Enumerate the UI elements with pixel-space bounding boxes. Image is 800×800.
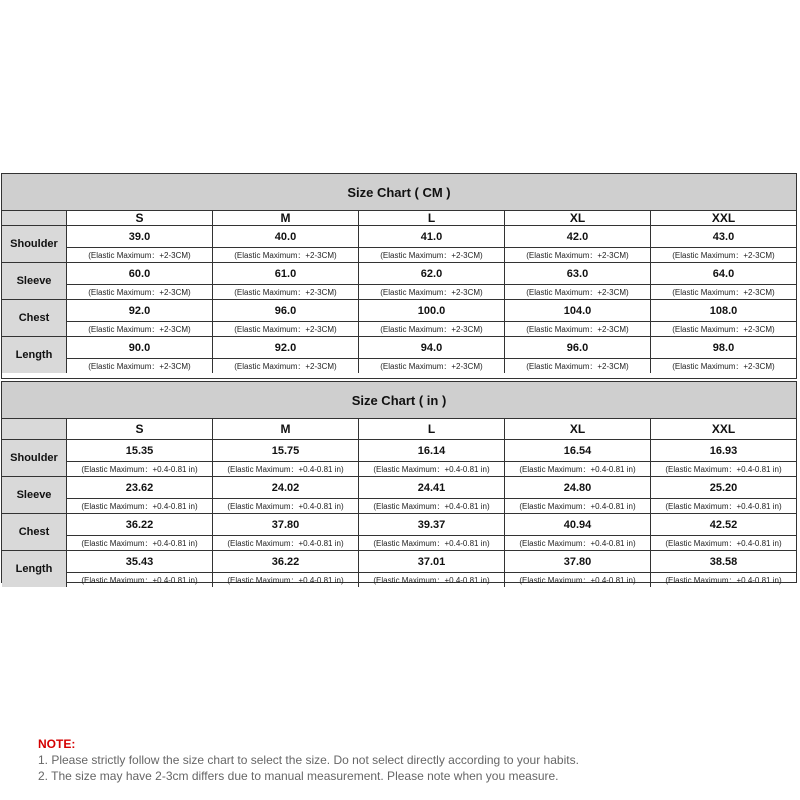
row-label: Chest (2, 514, 67, 550)
elastic-note: (Elastic Maximum：+2-3CM) (526, 324, 629, 334)
measurement-cell (213, 226, 359, 262)
elastic-note: (Elastic Maximum：+2-3CM) (88, 361, 191, 371)
elastic-note: (Elastic Maximum：+0.4-0.81 in) (81, 538, 198, 548)
measurement-value: 39.37 (359, 514, 504, 536)
elastic-note: (Elastic Maximum：+2-3CM) (526, 250, 629, 260)
note-line: 2. The size may have 2-3cm differs due to manual measurement. Please note when you measure. (38, 769, 559, 783)
elastic-note: (Elastic Maximum：+0.4-0.81 in) (373, 501, 490, 511)
elastic-note: (Elastic Maximum：+2-3CM) (672, 361, 775, 371)
measurement-value: 16.14 (359, 440, 504, 462)
measurement-value: 92.0 (67, 300, 212, 322)
row-label: Shoulder (2, 440, 67, 476)
elastic-note: (Elastic Maximum：+2-3CM) (380, 324, 483, 334)
measurement-cell (213, 440, 359, 476)
measurement-cell (651, 263, 796, 299)
note-heading: NOTE: (38, 737, 76, 751)
note-line: 1. Please strictly follow the size chart to select the size. Do not select directly according to your habits. (38, 753, 579, 767)
measurement-value: 16.54 (505, 440, 650, 462)
measurement-value: 104.0 (505, 300, 650, 322)
table-row (2, 514, 796, 551)
elastic-note: (Elastic Maximum：+0.4-0.81 in) (81, 464, 198, 474)
measurement-value: 37.01 (359, 551, 504, 573)
size-header: XL (505, 419, 651, 439)
elastic-note: (Elastic Maximum：+2-3CM) (234, 324, 337, 334)
size-header: XL (505, 211, 651, 225)
elastic-note: (Elastic Maximum：+0.4-0.81 in) (227, 501, 344, 511)
elastic-note: (Elastic Maximum：+2-3CM) (672, 324, 775, 334)
size-header: XXL (651, 211, 796, 225)
measurement-value: 36.22 (67, 514, 212, 536)
measurement-cell (359, 514, 505, 550)
measurement-cell (67, 514, 213, 550)
measurement-cell (67, 300, 213, 336)
measurement-cell (67, 226, 213, 262)
measurement-value: 96.0 (505, 337, 650, 359)
size-chart-cm (1, 173, 797, 379)
measurement-cell (67, 477, 213, 513)
measurement-value: 64.0 (651, 263, 796, 285)
measurement-value: 100.0 (359, 300, 504, 322)
measurement-value: 90.0 (67, 337, 212, 359)
elastic-note: (Elastic Maximum：+0.4-0.81 in) (519, 575, 636, 585)
elastic-note: (Elastic Maximum：+0.4-0.81 in) (665, 538, 782, 548)
corner-cell (2, 419, 67, 439)
measurement-value: 60.0 (67, 263, 212, 285)
measurement-value: 25.20 (651, 477, 796, 499)
measurement-cell (359, 551, 505, 587)
table-row (2, 440, 796, 477)
elastic-note: (Elastic Maximum：+0.4-0.81 in) (373, 464, 490, 474)
elastic-note: (Elastic Maximum：+0.4-0.81 in) (519, 464, 636, 474)
measurement-cell (505, 226, 651, 262)
chart-title: Size Chart ( CM ) (2, 174, 796, 211)
measurement-cell (359, 477, 505, 513)
measurement-cell (505, 514, 651, 550)
measurement-cell (505, 551, 651, 587)
measurement-value: 96.0 (213, 300, 358, 322)
measurement-value: 41.0 (359, 226, 504, 248)
row-label: Sleeve (2, 263, 67, 299)
elastic-note: (Elastic Maximum：+2-3CM) (88, 250, 191, 260)
elastic-note: (Elastic Maximum：+0.4-0.81 in) (227, 575, 344, 585)
corner-cell (2, 211, 67, 225)
elastic-note: (Elastic Maximum：+2-3CM) (88, 287, 191, 297)
elastic-note: (Elastic Maximum：+2-3CM) (380, 361, 483, 371)
elastic-note: (Elastic Maximum：+0.4-0.81 in) (665, 464, 782, 474)
elastic-note: (Elastic Maximum：+2-3CM) (526, 287, 629, 297)
notes-section (38, 736, 579, 784)
row-label: Sleeve (2, 477, 67, 513)
measurement-cell (67, 337, 213, 373)
elastic-note: (Elastic Maximum：+2-3CM) (672, 287, 775, 297)
elastic-note: (Elastic Maximum：+0.4-0.81 in) (373, 538, 490, 548)
measurement-value: 24.80 (505, 477, 650, 499)
measurement-value: 38.58 (651, 551, 796, 573)
elastic-note: (Elastic Maximum：+0.4-0.81 in) (81, 575, 198, 585)
measurement-cell (359, 440, 505, 476)
elastic-note: (Elastic Maximum：+2-3CM) (672, 250, 775, 260)
measurement-value: 63.0 (505, 263, 650, 285)
measurement-cell (651, 440, 796, 476)
measurement-value: 16.93 (651, 440, 796, 462)
measurement-cell (651, 514, 796, 550)
row-label: Length (2, 337, 67, 373)
elastic-note: (Elastic Maximum：+0.4-0.81 in) (519, 538, 636, 548)
size-chart-in (1, 381, 797, 583)
measurement-value: 61.0 (213, 263, 358, 285)
measurement-cell (651, 551, 796, 587)
measurement-cell (213, 514, 359, 550)
elastic-note: (Elastic Maximum：+2-3CM) (234, 250, 337, 260)
measurement-value: 42.0 (505, 226, 650, 248)
table-body (2, 440, 796, 587)
measurement-cell (67, 263, 213, 299)
measurement-cell (213, 337, 359, 373)
chart-title: Size Chart ( in ) (2, 382, 796, 419)
size-header: M (213, 419, 359, 439)
size-header: XXL (651, 419, 796, 439)
measurement-cell (651, 226, 796, 262)
elastic-note: (Elastic Maximum：+2-3CM) (234, 361, 337, 371)
measurement-value: 23.62 (67, 477, 212, 499)
measurement-cell (359, 226, 505, 262)
table-row (2, 551, 796, 587)
elastic-note: (Elastic Maximum：+2-3CM) (88, 324, 191, 334)
row-label: Length (2, 551, 67, 587)
measurement-value: 36.22 (213, 551, 358, 573)
measurement-cell (359, 300, 505, 336)
measurement-value: 39.0 (67, 226, 212, 248)
measurement-value: 40.94 (505, 514, 650, 536)
elastic-note: (Elastic Maximum：+0.4-0.81 in) (665, 575, 782, 585)
size-header: M (213, 211, 359, 225)
elastic-note: (Elastic Maximum：+0.4-0.81 in) (227, 538, 344, 548)
elastic-note: (Elastic Maximum：+0.4-0.81 in) (665, 501, 782, 511)
measurement-cell (67, 551, 213, 587)
measurement-value: 92.0 (213, 337, 358, 359)
row-label: Shoulder (2, 226, 67, 262)
table-row (2, 477, 796, 514)
table-row (2, 263, 796, 300)
measurement-cell (359, 337, 505, 373)
elastic-note: (Elastic Maximum：+0.4-0.81 in) (81, 501, 198, 511)
measurement-value: 24.02 (213, 477, 358, 499)
measurement-cell (213, 477, 359, 513)
measurement-cell (505, 477, 651, 513)
measurement-value: 43.0 (651, 226, 796, 248)
table-row (2, 300, 796, 337)
measurement-cell (505, 263, 651, 299)
measurement-cell (213, 263, 359, 299)
size-header: S (67, 419, 213, 439)
measurement-value: 94.0 (359, 337, 504, 359)
elastic-note: (Elastic Maximum：+0.4-0.81 in) (519, 501, 636, 511)
table-row (2, 337, 796, 373)
measurement-value: 15.35 (67, 440, 212, 462)
measurement-cell (651, 300, 796, 336)
table-row (2, 226, 796, 263)
size-header-row (2, 419, 796, 440)
measurement-value: 24.41 (359, 477, 504, 499)
measurement-cell (651, 337, 796, 373)
measurement-cell (359, 263, 505, 299)
elastic-note: (Elastic Maximum：+2-3CM) (526, 361, 629, 371)
measurement-value: 98.0 (651, 337, 796, 359)
measurement-value: 40.0 (213, 226, 358, 248)
row-label: Chest (2, 300, 67, 336)
elastic-note: (Elastic Maximum：+0.4-0.81 in) (227, 464, 344, 474)
size-header-row (2, 211, 796, 226)
table-body (2, 226, 796, 373)
measurement-cell (213, 300, 359, 336)
measurement-cell (505, 440, 651, 476)
measurement-value: 108.0 (651, 300, 796, 322)
measurement-value: 37.80 (505, 551, 650, 573)
measurement-cell (651, 477, 796, 513)
measurement-value: 35.43 (67, 551, 212, 573)
size-header: S (67, 211, 213, 225)
measurement-value: 37.80 (213, 514, 358, 536)
elastic-note: (Elastic Maximum：+2-3CM) (380, 250, 483, 260)
measurement-cell (67, 440, 213, 476)
elastic-note: (Elastic Maximum：+2-3CM) (234, 287, 337, 297)
measurement-value: 62.0 (359, 263, 504, 285)
measurement-cell (505, 300, 651, 336)
measurement-value: 42.52 (651, 514, 796, 536)
size-header: L (359, 419, 505, 439)
elastic-note: (Elastic Maximum：+0.4-0.81 in) (373, 575, 490, 585)
size-header: L (359, 211, 505, 225)
measurement-cell (505, 337, 651, 373)
measurement-value: 15.75 (213, 440, 358, 462)
measurement-cell (213, 551, 359, 587)
elastic-note: (Elastic Maximum：+2-3CM) (380, 287, 483, 297)
